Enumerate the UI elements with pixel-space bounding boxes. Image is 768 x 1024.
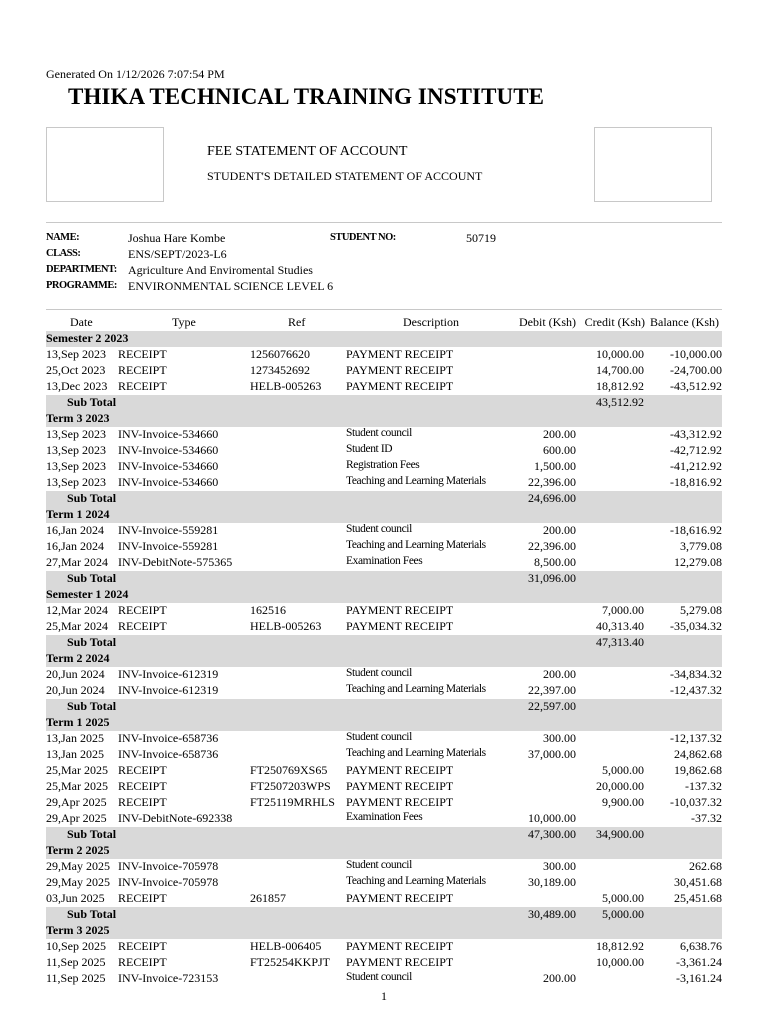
subtotal-debit: 22,597.00 [528, 699, 576, 713]
cell-balance: -41,212.92 [670, 459, 722, 473]
student-name: Joshua Hare Kombe [128, 231, 226, 245]
cell-type: RECEIPT [118, 347, 167, 361]
cell-debit: 200.00 [543, 427, 576, 441]
cell-type: INV-Invoice-559281 [118, 523, 219, 537]
cell-balance: 25,451.68 [674, 891, 722, 905]
cell-balance: 19,862.68 [674, 763, 722, 777]
cell-description: Registration Fees [346, 459, 420, 471]
col-ref-header: Ref [288, 315, 306, 329]
subtotal-label: Sub Total [67, 907, 117, 921]
cell-description: PAYMENT RECEIPT [346, 619, 454, 633]
cell-credit: 40,313.40 [596, 619, 644, 633]
subtotal-row [46, 635, 722, 651]
subtotal-label: Sub Total [67, 699, 117, 713]
cell-description: PAYMENT RECEIPT [346, 795, 454, 809]
cell-type: RECEIPT [118, 619, 167, 633]
cell-date: 13,Sep 2023 [46, 475, 106, 489]
subtotal-debit: 31,096.00 [528, 571, 576, 585]
cell-ref: FT25119MRHLS [250, 795, 335, 809]
cell-balance: -35,034.32 [670, 619, 722, 633]
cell-type: RECEIPT [118, 603, 167, 617]
student-department: Agriculture And Enviromental Studies [128, 263, 313, 277]
cell-credit: 10,000.00 [596, 955, 644, 969]
cell-description: PAYMENT RECEIPT [346, 603, 454, 617]
cell-balance: -37.32 [691, 811, 722, 825]
col-date-header: Date [70, 315, 93, 329]
cell-description: PAYMENT RECEIPT [346, 379, 454, 393]
cell-debit: 37,000.00 [528, 747, 576, 761]
cell-credit: 18,812.92 [596, 379, 644, 393]
table-row [46, 811, 722, 827]
cell-ref: 1273452692 [250, 363, 310, 377]
cell-date: 25,Oct 2023 [46, 363, 106, 377]
col-credit-header: Credit (Ksh) [584, 315, 645, 329]
cell-type: INV-Invoice-534660 [118, 475, 219, 489]
statement-table [46, 314, 722, 987]
section-header-row [46, 507, 722, 523]
cell-balance: 3,779.08 [680, 539, 722, 553]
cell-description: Student council [346, 667, 412, 679]
table-row [46, 459, 722, 475]
section-label: Term 2 2025 [46, 843, 110, 857]
subtotal-row [46, 907, 722, 923]
cell-balance: -3,361.24 [676, 955, 722, 969]
subtotal-debit: 30,489.00 [528, 907, 576, 921]
cell-type: RECEIPT [118, 939, 167, 953]
student-class: ENS/SEPT/2023-L6 [128, 247, 227, 261]
cell-date: 25,Mar 2025 [46, 763, 108, 777]
cell-description: Student council [346, 731, 412, 743]
cell-date: 29,May 2025 [46, 875, 110, 889]
cell-balance: -24,700.00 [670, 363, 722, 377]
cell-date: 27,Mar 2024 [46, 555, 108, 569]
institute-title: THIKA TECHNICAL TRAINING INSTITUTE [68, 84, 545, 109]
student-info [46, 231, 722, 295]
cell-type: INV-Invoice-658736 [118, 731, 219, 745]
cell-balance: 30,451.68 [674, 875, 722, 889]
table-row [46, 443, 722, 459]
cell-description: PAYMENT RECEIPT [346, 891, 454, 905]
subtotal-credit: 34,900.00 [596, 827, 644, 841]
cell-type: INV-Invoice-612319 [118, 683, 219, 697]
section-header-row [46, 843, 722, 859]
cell-date: 13,Jan 2025 [46, 731, 104, 745]
cell-ref: 162516 [250, 603, 286, 617]
page-number: 1 [381, 989, 387, 1003]
cell-balance: -43,312.92 [670, 427, 722, 441]
table-row [46, 363, 722, 379]
cell-date: 29,Apr 2025 [46, 811, 107, 825]
cell-credit: 14,700.00 [596, 363, 644, 377]
cell-credit: 5,000.00 [602, 763, 644, 777]
cell-balance: -34,834.32 [670, 667, 722, 681]
cell-type: INV-Invoice-534660 [118, 443, 219, 457]
cell-credit: 10,000.00 [596, 347, 644, 361]
table-row [46, 859, 722, 875]
table-row [46, 779, 722, 795]
subtotal-label: Sub Total [67, 827, 117, 841]
generated-on: Generated On 1/12/2026 7:07:54 PM [46, 67, 225, 81]
cell-ref: HELB-005263 [250, 619, 322, 633]
cell-date: 11,Sep 2025 [46, 971, 106, 985]
cell-balance: -18,616.92 [670, 523, 722, 537]
cell-description: Examination Fees [346, 555, 423, 567]
section-label: Term 1 2025 [46, 715, 110, 729]
table-row [46, 747, 722, 763]
cell-description: Teaching and Learning Materials [346, 539, 486, 551]
subtotal-credit: 5,000.00 [602, 907, 644, 921]
cell-date: 16,Jan 2024 [46, 523, 104, 537]
table-row [46, 795, 722, 811]
cell-description: PAYMENT RECEIPT [346, 363, 454, 377]
cell-description: PAYMENT RECEIPT [346, 347, 454, 361]
cell-type: INV-Invoice-705978 [118, 859, 219, 873]
subtotal-label: Sub Total [67, 571, 117, 585]
table-row [46, 955, 722, 971]
cell-balance: 12,279.08 [674, 555, 722, 569]
cell-credit: 18,812.92 [596, 939, 644, 953]
cell-date: 10,Sep 2025 [46, 939, 106, 953]
col-type-header: Type [172, 315, 196, 329]
cell-type: INV-Invoice-612319 [118, 667, 219, 681]
subtotal-label: Sub Total [67, 635, 117, 649]
logo-placeholder-left [46, 127, 164, 202]
cell-debit: 8,500.00 [534, 555, 576, 569]
cell-debit: 300.00 [543, 859, 576, 873]
col-balance-header: Balance (Ksh) [650, 315, 719, 329]
section-label: Term 3 2023 [46, 411, 110, 425]
cell-ref: 1256076620 [250, 347, 310, 361]
subtotal-row [46, 827, 722, 843]
cell-type: RECEIPT [118, 763, 167, 777]
table-row [46, 475, 722, 491]
statement-title: FEE STATEMENT OF ACCOUNT [207, 144, 408, 159]
cell-debit: 1,500.00 [534, 459, 576, 473]
cell-date: 13,Jan 2025 [46, 747, 104, 761]
cell-balance: -42,712.92 [670, 443, 722, 457]
cell-description: Student council [346, 859, 412, 871]
cell-balance: -10,000.00 [670, 347, 722, 361]
cell-balance: 24,862.68 [674, 747, 722, 761]
cell-date: 20,Jun 2024 [46, 667, 105, 681]
student-no: 50719 [466, 231, 496, 245]
cell-type: INV-Invoice-534660 [118, 459, 219, 473]
cell-description: Examination Fees [346, 811, 423, 823]
section-header-row [46, 651, 722, 667]
cell-balance: -10,037.32 [670, 795, 722, 809]
subtotal-credit: 47,313.40 [596, 635, 644, 649]
cell-debit: 22,396.00 [528, 475, 576, 489]
table-row [46, 667, 722, 683]
table-row [46, 875, 722, 891]
table-row [46, 555, 722, 571]
cell-date: 16,Jan 2024 [46, 539, 104, 553]
cell-debit: 200.00 [543, 523, 576, 537]
cell-type: INV-Invoice-723153 [118, 971, 219, 985]
section-header-row [46, 923, 722, 939]
section-label: Term 2 2024 [46, 651, 110, 665]
cell-description: PAYMENT RECEIPT [346, 763, 454, 777]
table-row [46, 347, 722, 363]
table-row [46, 891, 722, 907]
cell-date: 29,May 2025 [46, 859, 110, 873]
statement-subtitle: STUDENT'S DETAILED STATEMENT OF ACCOUNT [207, 169, 483, 183]
cell-ref: HELB-005263 [250, 379, 322, 393]
table-row [46, 971, 722, 987]
section-header-row [46, 715, 722, 731]
table-row [46, 523, 722, 539]
cell-balance: -43,512.92 [670, 379, 722, 393]
subtotal-row [46, 395, 722, 411]
subtotal-credit: 43,512.92 [596, 395, 644, 409]
cell-type: INV-Invoice-534660 [118, 427, 219, 441]
cell-description: PAYMENT RECEIPT [346, 939, 454, 953]
cell-date: 03,Jun 2025 [46, 891, 105, 905]
cell-type: INV-Invoice-658736 [118, 747, 219, 761]
cell-balance: -3,161.24 [676, 971, 722, 985]
cell-credit: 7,000.00 [602, 603, 644, 617]
cell-balance: 5,279.08 [680, 603, 722, 617]
info-divider [46, 309, 722, 310]
department-label: DEPARTMENT: [46, 264, 117, 275]
cell-description: PAYMENT RECEIPT [346, 779, 454, 793]
table-row [46, 731, 722, 747]
cell-description: Student council [346, 971, 412, 983]
cell-debit: 200.00 [543, 667, 576, 681]
cell-description: Teaching and Learning Materials [346, 475, 486, 487]
section-label: Semester 2 2023 [46, 331, 129, 345]
cell-credit: 20,000.00 [596, 779, 644, 793]
cell-ref: FT25254KKPJT [250, 955, 331, 969]
cell-ref: FT2507203WPS [250, 779, 331, 793]
subtotal-debit: 47,300.00 [528, 827, 576, 841]
table-row [46, 539, 722, 555]
cell-debit: 10,000.00 [528, 811, 576, 825]
table-row [46, 939, 722, 955]
cell-debit: 22,396.00 [528, 539, 576, 553]
cell-debit: 22,397.00 [528, 683, 576, 697]
cell-description: Student council [346, 427, 412, 439]
cell-type: INV-Invoice-559281 [118, 539, 219, 553]
cell-balance: 262.68 [689, 859, 722, 873]
cell-ref: 261857 [250, 891, 286, 905]
cell-description: Teaching and Learning Materials [346, 875, 486, 887]
section-label: Term 3 2025 [46, 923, 110, 937]
name-label: NAME: [46, 232, 80, 243]
section-label: Semester 1 2024 [46, 587, 129, 601]
subtotal-label: Sub Total [67, 395, 117, 409]
section-label: Term 1 2024 [46, 507, 110, 521]
cell-type: RECEIPT [118, 891, 167, 905]
logo-placeholder-right [594, 127, 712, 202]
cell-description: Student ID [346, 443, 393, 455]
cell-balance: -137.32 [685, 779, 722, 793]
cell-description: Teaching and Learning Materials [346, 747, 486, 759]
cell-date: 13,Sep 2023 [46, 459, 106, 473]
cell-type: INV-DebitNote-692338 [118, 811, 233, 825]
subtotal-row [46, 491, 722, 507]
cell-date: 20,Jun 2024 [46, 683, 105, 697]
cell-type: RECEIPT [118, 379, 167, 393]
cell-date: 13,Sep 2023 [46, 427, 106, 441]
table-row [46, 619, 722, 635]
table-row [46, 763, 722, 779]
cell-type: INV-Invoice-705978 [118, 875, 219, 889]
programme-label: PROGRAMME: [46, 280, 117, 291]
cell-type: INV-DebitNote-575365 [118, 555, 233, 569]
cell-balance: -12,137.32 [670, 731, 722, 745]
section-header-row [46, 411, 722, 427]
table-row [46, 683, 722, 699]
cell-credit: 5,000.00 [602, 891, 644, 905]
header-divider [46, 222, 722, 223]
table-body [46, 331, 722, 987]
cell-credit: 9,900.00 [602, 795, 644, 809]
col-description-header: Description [403, 315, 459, 329]
subtotal-label: Sub Total [67, 491, 117, 505]
cell-balance: -18,816.92 [670, 475, 722, 489]
table-row [46, 379, 722, 395]
col-debit-header: Debit (Ksh) [519, 315, 576, 329]
table-row [46, 427, 722, 443]
cell-description: Teaching and Learning Materials [346, 683, 486, 695]
cell-date: 25,Mar 2024 [46, 619, 108, 633]
cell-ref: FT250769XS65 [250, 763, 328, 777]
cell-type: RECEIPT [118, 795, 167, 809]
cell-date: 25,Mar 2025 [46, 779, 108, 793]
cell-date: 13,Dec 2023 [46, 379, 108, 393]
class-label: CLASS: [46, 248, 81, 259]
cell-date: 13,Sep 2023 [46, 443, 106, 457]
subtotal-row [46, 699, 722, 715]
cell-debit: 300.00 [543, 731, 576, 745]
cell-debit: 200.00 [543, 971, 576, 985]
cell-balance: 6,638.76 [680, 939, 722, 953]
cell-debit: 600.00 [543, 443, 576, 457]
cell-date: 12,Mar 2024 [46, 603, 108, 617]
cell-description: Student council [346, 523, 412, 535]
cell-date: 11,Sep 2025 [46, 955, 106, 969]
cell-ref: HELB-006405 [250, 939, 322, 953]
student-programme: ENVIRONMENTAL SCIENCE LEVEL 6 [128, 279, 334, 293]
table-header [46, 314, 722, 331]
cell-debit: 30,189.00 [528, 875, 576, 889]
subtotal-debit: 24,696.00 [528, 491, 576, 505]
section-header-row [46, 587, 722, 603]
cell-balance: -12,437.32 [670, 683, 722, 697]
table-row [46, 603, 722, 619]
subtotal-row [46, 571, 722, 587]
cell-type: RECEIPT [118, 779, 167, 793]
cell-type: RECEIPT [118, 955, 167, 969]
cell-description: PAYMENT RECEIPT [346, 955, 454, 969]
cell-type: RECEIPT [118, 363, 167, 377]
cell-date: 13,Sep 2023 [46, 347, 106, 361]
student-no-label: STUDENT NO: [330, 232, 396, 243]
cell-date: 29,Apr 2025 [46, 795, 107, 809]
section-header-row [46, 331, 722, 347]
